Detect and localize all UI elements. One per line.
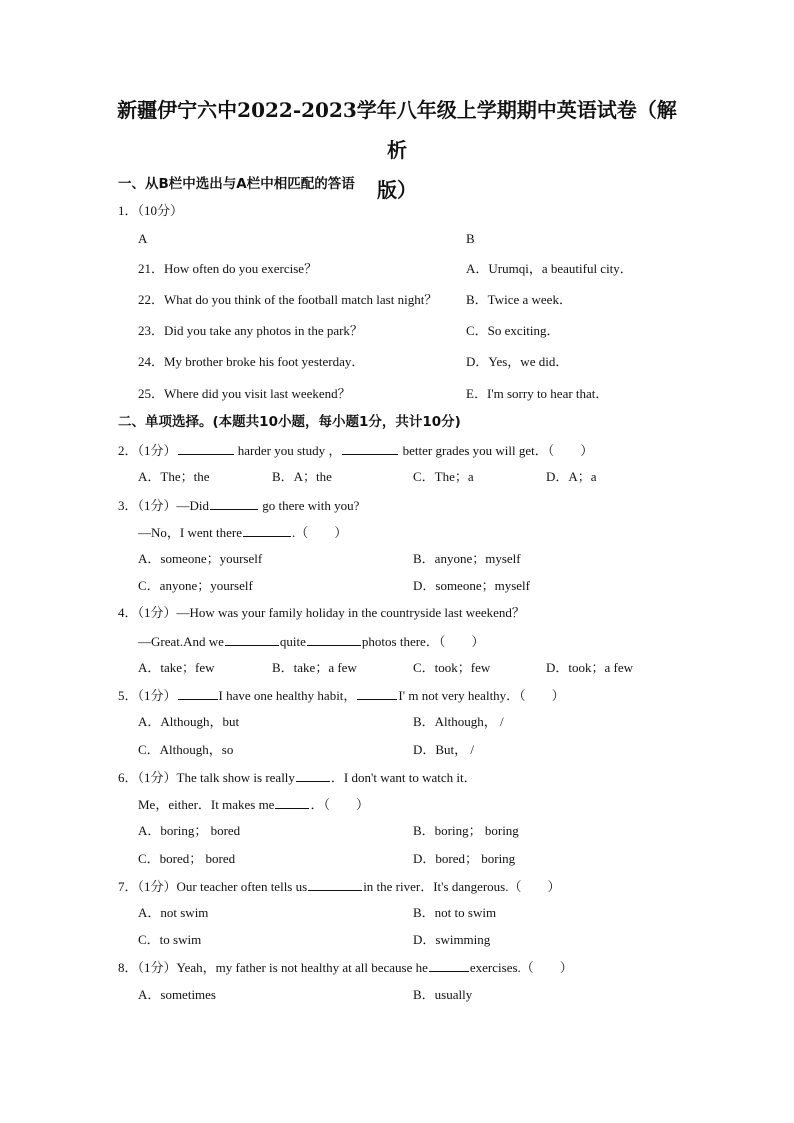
q1-row-b: C．So exciting．	[466, 323, 560, 338]
q2-prefix: 2．（1分）	[118, 443, 177, 458]
q7-option-a: A．not swim	[138, 905, 209, 920]
answer-blank	[243, 524, 291, 537]
q6-option-c: C．bored； bored	[138, 851, 236, 866]
answer-blank	[308, 878, 362, 891]
q6-stem	[118, 769, 477, 786]
answer-blank	[342, 442, 398, 455]
q5-prefix: 5．（1分）	[118, 688, 177, 703]
q4-stem-line-2	[138, 633, 484, 650]
q7-stem	[118, 878, 561, 895]
q6-text-2: Me，either．It makes me	[138, 797, 275, 812]
title-line-1: 新疆伊宁六中2022-2023学年八年级上学期期中英语试卷（解析	[117, 98, 677, 162]
q3-stem-line-2	[138, 524, 347, 541]
q2-text-2: better grades you will get．（ ）	[399, 443, 594, 458]
q6-prefix: 6．（1分）The talk show is really	[118, 770, 295, 785]
q5-text-2: I' m not very healthy．（ ）	[398, 688, 565, 703]
q6-text-1: ．I don't want to watch it．	[330, 770, 477, 785]
answer-blank	[275, 796, 309, 809]
title-line-2: 版）	[377, 178, 417, 202]
q6-option-b: B．boring； boring	[413, 823, 519, 838]
q1-row-b: E．I'm sorry to hear that．	[466, 386, 609, 401]
q1-column-a-header: A	[138, 231, 148, 246]
answer-blank	[296, 769, 330, 782]
answer-blank	[307, 633, 361, 646]
answer-blank	[178, 442, 234, 455]
q1-row-a: 24．My brother broke his foot yesterday．	[138, 354, 365, 369]
q1-row-b: D．Yes，we did．	[466, 354, 569, 369]
q4-text-1: —Great.And we	[138, 634, 224, 649]
q5-option-c: C．Although，so	[138, 742, 234, 757]
answer-blank	[357, 687, 397, 700]
q7-option-c: C．to swim	[138, 932, 202, 947]
document-title	[110, 90, 684, 210]
q4-option-c: C．took；few	[413, 660, 491, 675]
q3-option-d: D．someone；myself	[413, 578, 530, 593]
q8-stem	[118, 959, 573, 976]
q3-option-a: A．someone；yourself	[138, 551, 263, 566]
q2-stem	[118, 442, 593, 459]
q1-row-b: B．Twice a week．	[466, 292, 572, 307]
q6-option-a: A．boring； bored	[138, 823, 241, 838]
q2-option-a: A．The；the	[138, 469, 210, 484]
q4-text-3: photos there．（ ）	[361, 634, 485, 649]
q1-row-a: 23．Did you take any photos in the park？	[138, 323, 363, 338]
q7-option-d: D．swimming	[413, 932, 491, 947]
q3-option-b: B．anyone；myself	[413, 551, 521, 566]
q7-prefix: 7．（1分）Our teacher often tells us	[118, 879, 308, 894]
answer-blank	[429, 959, 469, 972]
q4-stem: 4．（1分）—How was your family holiday in the countryside last weekend？	[118, 605, 525, 620]
q6-option-d: D．bored； boring	[413, 851, 516, 866]
q1-column-b-header: B	[466, 231, 475, 246]
q3-option-c: C．anyone；yourself	[138, 578, 253, 593]
q2-option-d: D．A；a	[546, 469, 597, 484]
q7-text-1: in the river．It's dangerous.（ ）	[363, 879, 561, 894]
q1-row-b: A．Urumqi，a beautiful city．	[466, 261, 633, 276]
answer-blank	[178, 687, 218, 700]
q1-row-a: 22．What do you think of the football match last night？	[138, 292, 438, 307]
q7-option-b: B．not to swim	[413, 905, 497, 920]
answer-blank	[210, 497, 258, 510]
q8-prefix: 8．（1分）Yeah，my father is not healthy at all because he	[118, 960, 428, 975]
q3-text-3: .（ ）	[291, 525, 348, 540]
q5-stem	[118, 687, 565, 704]
q5-option-b: B．Although， /	[413, 714, 504, 729]
q1-row-a: 21．How often do you exercise？	[138, 261, 318, 276]
q6-stem-line-2	[138, 796, 369, 813]
q3-text-1: go there with you?	[259, 498, 360, 513]
q8-option-a: A．sometimes	[138, 987, 216, 1002]
q5-option-a: A．Although，but	[138, 714, 240, 729]
q3-text-2: —No，I went there	[138, 525, 242, 540]
answer-blank	[225, 633, 279, 646]
q5-text-1: I have one healthy habit，	[218, 688, 357, 703]
q2-text-1: harder you study ，	[234, 443, 342, 458]
q3-stem	[118, 497, 359, 514]
q5-option-d: D．But， /	[413, 742, 475, 757]
q4-option-b: B．take；a few	[272, 660, 357, 675]
section-2-heading: 二、单项选择。(本题共10小题，每小题1分，共计10分)	[118, 414, 461, 430]
q4-option-d: D．took；a few	[546, 660, 634, 675]
q2-option-c: C．The；a	[413, 469, 474, 484]
q3-prefix: 3．（1分）—Did	[118, 498, 210, 513]
q2-option-b: B．A；the	[272, 469, 332, 484]
q8-option-b: B．usually	[413, 987, 473, 1002]
q1-row-a: 25．Where did you visit last weekend？	[138, 386, 351, 401]
q4-option-a: A．take；few	[138, 660, 215, 675]
q6-text-3: ．（ ）	[310, 797, 369, 812]
q1-stem: 1．（10分）	[118, 203, 184, 218]
q8-text-1: exercises.（ ）	[469, 960, 573, 975]
q4-text-2: quite	[279, 634, 306, 649]
section-1-heading: 一、从B栏中选出与A栏中相匹配的答语	[118, 176, 355, 192]
